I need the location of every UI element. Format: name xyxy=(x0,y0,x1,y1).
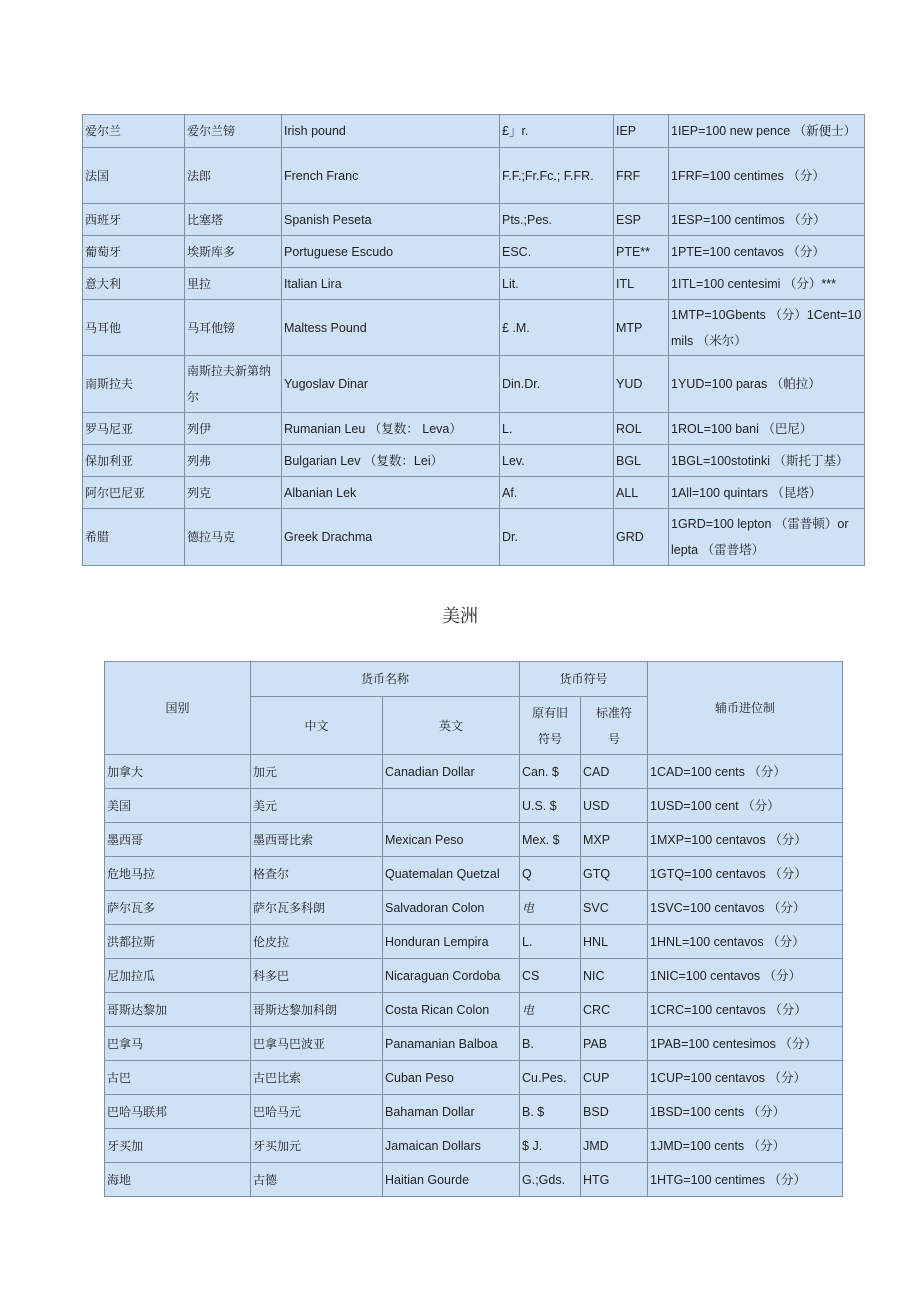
english-name-cell: Rumanian Leu （复数： Leva） xyxy=(282,413,500,445)
code-cell: YUD xyxy=(614,356,669,413)
country-cell: 希腊 xyxy=(83,509,185,566)
europe-currency-table xyxy=(82,114,865,566)
english-name-cell: Cuban Peso xyxy=(383,1061,520,1095)
country-cell: 危地马拉 xyxy=(105,857,251,891)
chinese-name-cell: 列弗 xyxy=(185,445,282,477)
old-symbol-cell: U.S. $ xyxy=(520,789,581,823)
chinese-name-cell: 法郎 xyxy=(185,148,282,204)
subunit-cell: 1JMD=100 cents （分） xyxy=(648,1129,843,1163)
standard-symbol-cell: CRC xyxy=(581,993,648,1027)
old-symbol-cell: Q xyxy=(520,857,581,891)
old-symbol-cell: Can. $ xyxy=(520,755,581,789)
code-cell: ROL xyxy=(614,413,669,445)
chinese-name-cell: 列克 xyxy=(185,477,282,509)
english-name-cell: Costa Rican Colon xyxy=(383,993,520,1027)
chinese-name-cell: 格查尔 xyxy=(251,857,383,891)
code-cell: ALL xyxy=(614,477,669,509)
symbol-cell: Dr. xyxy=(500,509,614,566)
chinese-name-cell: 牙买加元 xyxy=(251,1129,383,1163)
table-row xyxy=(83,268,865,300)
country-cell: 墨西哥 xyxy=(105,823,251,857)
chinese-name-cell: 南斯拉夫新第纳尔 xyxy=(185,356,282,413)
table-row xyxy=(105,1095,843,1129)
english-name-cell: Maltess Pound xyxy=(282,300,500,356)
code-cell: GRD xyxy=(614,509,669,566)
old-symbol-cell: Mex. $ xyxy=(520,823,581,857)
country-cell: 意大利 xyxy=(83,268,185,300)
chinese-name-cell: 里拉 xyxy=(185,268,282,300)
standard-symbol-cell: JMD xyxy=(581,1129,648,1163)
subunit-cell: 1CAD=100 cents （分） xyxy=(648,755,843,789)
subunit-cell: 1NIC=100 centavos （分） xyxy=(648,959,843,993)
table-row xyxy=(105,789,843,823)
chinese-name-cell: 哥斯达黎加科朗 xyxy=(251,993,383,1027)
country-cell: 罗马尼亚 xyxy=(83,413,185,445)
subunit-cell: 1HNL=100 centavos （分） xyxy=(648,925,843,959)
chinese-name-cell: 美元 xyxy=(251,789,383,823)
country-cell: 美国 xyxy=(105,789,251,823)
subunit-cell: 1USD=100 cent （分） xyxy=(648,789,843,823)
standard-symbol-cell: MXP xyxy=(581,823,648,857)
americas-table-body xyxy=(105,755,843,1197)
english-name-cell xyxy=(383,789,520,823)
old-symbol-cell: Cu.Pes. xyxy=(520,1061,581,1095)
country-cell: 巴哈马联邦 xyxy=(105,1095,251,1129)
chinese-name-cell: 科多巴 xyxy=(251,959,383,993)
chinese-name-cell: 马耳他镑 xyxy=(185,300,282,356)
english-name-cell: Quatemalan Quetzal xyxy=(383,857,520,891)
chinese-name-cell: 萨尔瓦多科朗 xyxy=(251,891,383,925)
old-symbol-cell: B. xyxy=(520,1027,581,1061)
table-row xyxy=(105,1027,843,1061)
country-cell: 爱尔兰 xyxy=(83,115,185,148)
chinese-name-cell: 列伊 xyxy=(185,413,282,445)
country-cell: 西班牙 xyxy=(83,204,185,236)
english-name-cell: Greek Drachma xyxy=(282,509,500,566)
country-cell: 巴拿马 xyxy=(105,1027,251,1061)
english-name-cell: Honduran Lempira xyxy=(383,925,520,959)
english-name-cell: Albanian Lek xyxy=(282,477,500,509)
chinese-name-cell: 爱尔兰镑 xyxy=(185,115,282,148)
table-row xyxy=(105,959,843,993)
table-row xyxy=(105,925,843,959)
table-row xyxy=(105,857,843,891)
header-currency-symbol: 货币符号 xyxy=(520,662,648,697)
subunit-cell: 1ITL=100 centesimi （分）*** xyxy=(669,268,865,300)
old-symbol-cell: CS xyxy=(520,959,581,993)
table-row xyxy=(105,891,843,925)
subunit-cell: 1YUD=100 paras （帕拉） xyxy=(669,356,865,413)
chinese-name-cell: 比塞塔 xyxy=(185,204,282,236)
country-cell: 法国 xyxy=(83,148,185,204)
table-row xyxy=(105,1061,843,1095)
table-row xyxy=(83,413,865,445)
code-cell: FRF xyxy=(614,148,669,204)
subunit-cell: 1IEP=100 new pence （新便士） xyxy=(669,115,865,148)
chinese-name-cell: 埃斯库多 xyxy=(185,236,282,268)
symbol-cell: Lit. xyxy=(500,268,614,300)
chinese-name-cell: 巴哈马元 xyxy=(251,1095,383,1129)
old-symbol-cell: G.;Gds. xyxy=(520,1163,581,1197)
table-row xyxy=(83,477,865,509)
english-name-cell: Bulgarian Lev （复数：Lei） xyxy=(282,445,500,477)
country-cell: 哥斯达黎加 xyxy=(105,993,251,1027)
subunit-cell: 1PAB=100 centesimos （分） xyxy=(648,1027,843,1061)
standard-symbol-cell: CAD xyxy=(581,755,648,789)
country-cell: 洪都拉斯 xyxy=(105,925,251,959)
standard-symbol-cell: GTQ xyxy=(581,857,648,891)
standard-symbol-cell: PAB xyxy=(581,1027,648,1061)
english-name-cell: Irish pound xyxy=(282,115,500,148)
header-old-symbol: 原有旧符号 xyxy=(520,697,581,755)
subunit-cell: 1BSD=100 cents （分） xyxy=(648,1095,843,1129)
symbol-cell: £ .M. xyxy=(500,300,614,356)
table-row xyxy=(83,300,865,356)
subunit-cell: 1SVC=100 centavos （分） xyxy=(648,891,843,925)
english-name-cell: Jamaican Dollars xyxy=(383,1129,520,1163)
code-cell: IEP xyxy=(614,115,669,148)
code-cell: MTP xyxy=(614,300,669,356)
subunit-cell: 1CRC=100 centavos （分） xyxy=(648,993,843,1027)
header-country: 国别 xyxy=(105,662,251,755)
subunit-cell: 1HTG=100 centimes （分） xyxy=(648,1163,843,1197)
table-row xyxy=(105,755,843,789)
code-cell: PTE** xyxy=(614,236,669,268)
english-name-cell: Nicaraguan Cordoba xyxy=(383,959,520,993)
old-symbol-cell: $ J. xyxy=(520,1129,581,1163)
standard-symbol-cell: HNL xyxy=(581,925,648,959)
header-subunit: 辅币进位制 xyxy=(648,662,843,755)
header-chinese-name: 中文 xyxy=(251,697,383,755)
table-row xyxy=(105,1129,843,1163)
country-cell: 葡萄牙 xyxy=(83,236,185,268)
standard-symbol-cell: HTG xyxy=(581,1163,648,1197)
country-cell: 萨尔瓦多 xyxy=(105,891,251,925)
subunit-cell: 1FRF=100 centimes （分） xyxy=(669,148,865,204)
subunit-cell: 1ROL=100 bani （巴尼） xyxy=(669,413,865,445)
chinese-name-cell: 墨西哥比索 xyxy=(251,823,383,857)
english-name-cell: Spanish Peseta xyxy=(282,204,500,236)
americas-currency-table xyxy=(104,661,843,1197)
old-symbol-cell: 电 xyxy=(520,891,581,925)
code-cell: ESP xyxy=(614,204,669,236)
old-symbol-cell: L. xyxy=(520,925,581,959)
english-name-cell: Italian Lira xyxy=(282,268,500,300)
symbol-cell: ESC. xyxy=(500,236,614,268)
country-cell: 牙买加 xyxy=(105,1129,251,1163)
english-name-cell: Mexican Peso xyxy=(383,823,520,857)
table-row xyxy=(83,115,865,148)
country-cell: 加拿大 xyxy=(105,755,251,789)
standard-symbol-cell: CUP xyxy=(581,1061,648,1095)
subunit-cell: 1GRD=100 lepton （雷普顿）or lepta （雷普塔） xyxy=(669,509,865,566)
english-name-cell: Bahaman Dollar xyxy=(383,1095,520,1129)
table-row xyxy=(105,993,843,1027)
chinese-name-cell: 伦皮拉 xyxy=(251,925,383,959)
symbol-cell: F.F.;Fr.Fc.; F.FR. xyxy=(500,148,614,204)
code-cell: BGL xyxy=(614,445,669,477)
standard-symbol-cell: NIC xyxy=(581,959,648,993)
country-cell: 海地 xyxy=(105,1163,251,1197)
country-cell: 阿尔巴尼亚 xyxy=(83,477,185,509)
standard-symbol-cell: SVC xyxy=(581,891,648,925)
europe-table-body xyxy=(83,115,865,566)
english-name-cell: French Franc xyxy=(282,148,500,204)
old-symbol-cell: B. $ xyxy=(520,1095,581,1129)
table-row xyxy=(83,356,865,413)
table-row xyxy=(83,509,865,566)
chinese-name-cell: 古德 xyxy=(251,1163,383,1197)
english-name-cell: Haitian Gourde xyxy=(383,1163,520,1197)
table-row xyxy=(83,204,865,236)
table-row xyxy=(105,1163,843,1197)
subunit-cell: 1MTP=10Gbents （分）1Cent=10 mils （米尔） xyxy=(669,300,865,356)
country-cell: 保加利亚 xyxy=(83,445,185,477)
english-name-cell: Panamanian Balboa xyxy=(383,1027,520,1061)
subunit-cell: 1GTQ=100 centavos （分） xyxy=(648,857,843,891)
table-row xyxy=(83,236,865,268)
standard-symbol-cell: BSD xyxy=(581,1095,648,1129)
subunit-cell: 1BGL=100stotinki （斯托丁基） xyxy=(669,445,865,477)
symbol-cell: Lev. xyxy=(500,445,614,477)
symbol-cell: Pts.;Pes. xyxy=(500,204,614,236)
country-cell: 南斯拉夫 xyxy=(83,356,185,413)
english-name-cell: Salvadoran Colon xyxy=(383,891,520,925)
subunit-cell: 1PTE=100 centavos （分） xyxy=(669,236,865,268)
header-currency-name: 货币名称 xyxy=(251,662,520,697)
subunit-cell: 1All=100 quintars （昆塔） xyxy=(669,477,865,509)
table-row xyxy=(105,823,843,857)
subunit-cell: 1CUP=100 centavos （分） xyxy=(648,1061,843,1095)
subunit-cell: 1ESP=100 centimos （分） xyxy=(669,204,865,236)
header-standard-symbol: 标准符号 xyxy=(581,697,648,755)
symbol-cell: L. xyxy=(500,413,614,445)
header-english-name: 英文 xyxy=(383,697,520,755)
country-cell: 古巴 xyxy=(105,1061,251,1095)
old-symbol-cell: 电 xyxy=(520,993,581,1027)
code-cell: ITL xyxy=(614,268,669,300)
country-cell: 尼加拉瓜 xyxy=(105,959,251,993)
standard-symbol-cell: USD xyxy=(581,789,648,823)
chinese-name-cell: 古巴比索 xyxy=(251,1061,383,1095)
section-title-americas: 美洲 xyxy=(442,606,478,627)
english-name-cell: Canadian Dollar xyxy=(383,755,520,789)
chinese-name-cell: 巴拿马巴波亚 xyxy=(251,1027,383,1061)
chinese-name-cell: 德拉马克 xyxy=(185,509,282,566)
subunit-cell: 1MXP=100 centavos （分） xyxy=(648,823,843,857)
english-name-cell: Yugoslav Dinar xyxy=(282,356,500,413)
table-row xyxy=(83,445,865,477)
symbol-cell: Af. xyxy=(500,477,614,509)
country-cell: 马耳他 xyxy=(83,300,185,356)
table-row xyxy=(83,148,865,204)
symbol-cell: Din.Dr. xyxy=(500,356,614,413)
symbol-cell: £」r. xyxy=(500,115,614,148)
english-name-cell: Portuguese Escudo xyxy=(282,236,500,268)
chinese-name-cell: 加元 xyxy=(251,755,383,789)
